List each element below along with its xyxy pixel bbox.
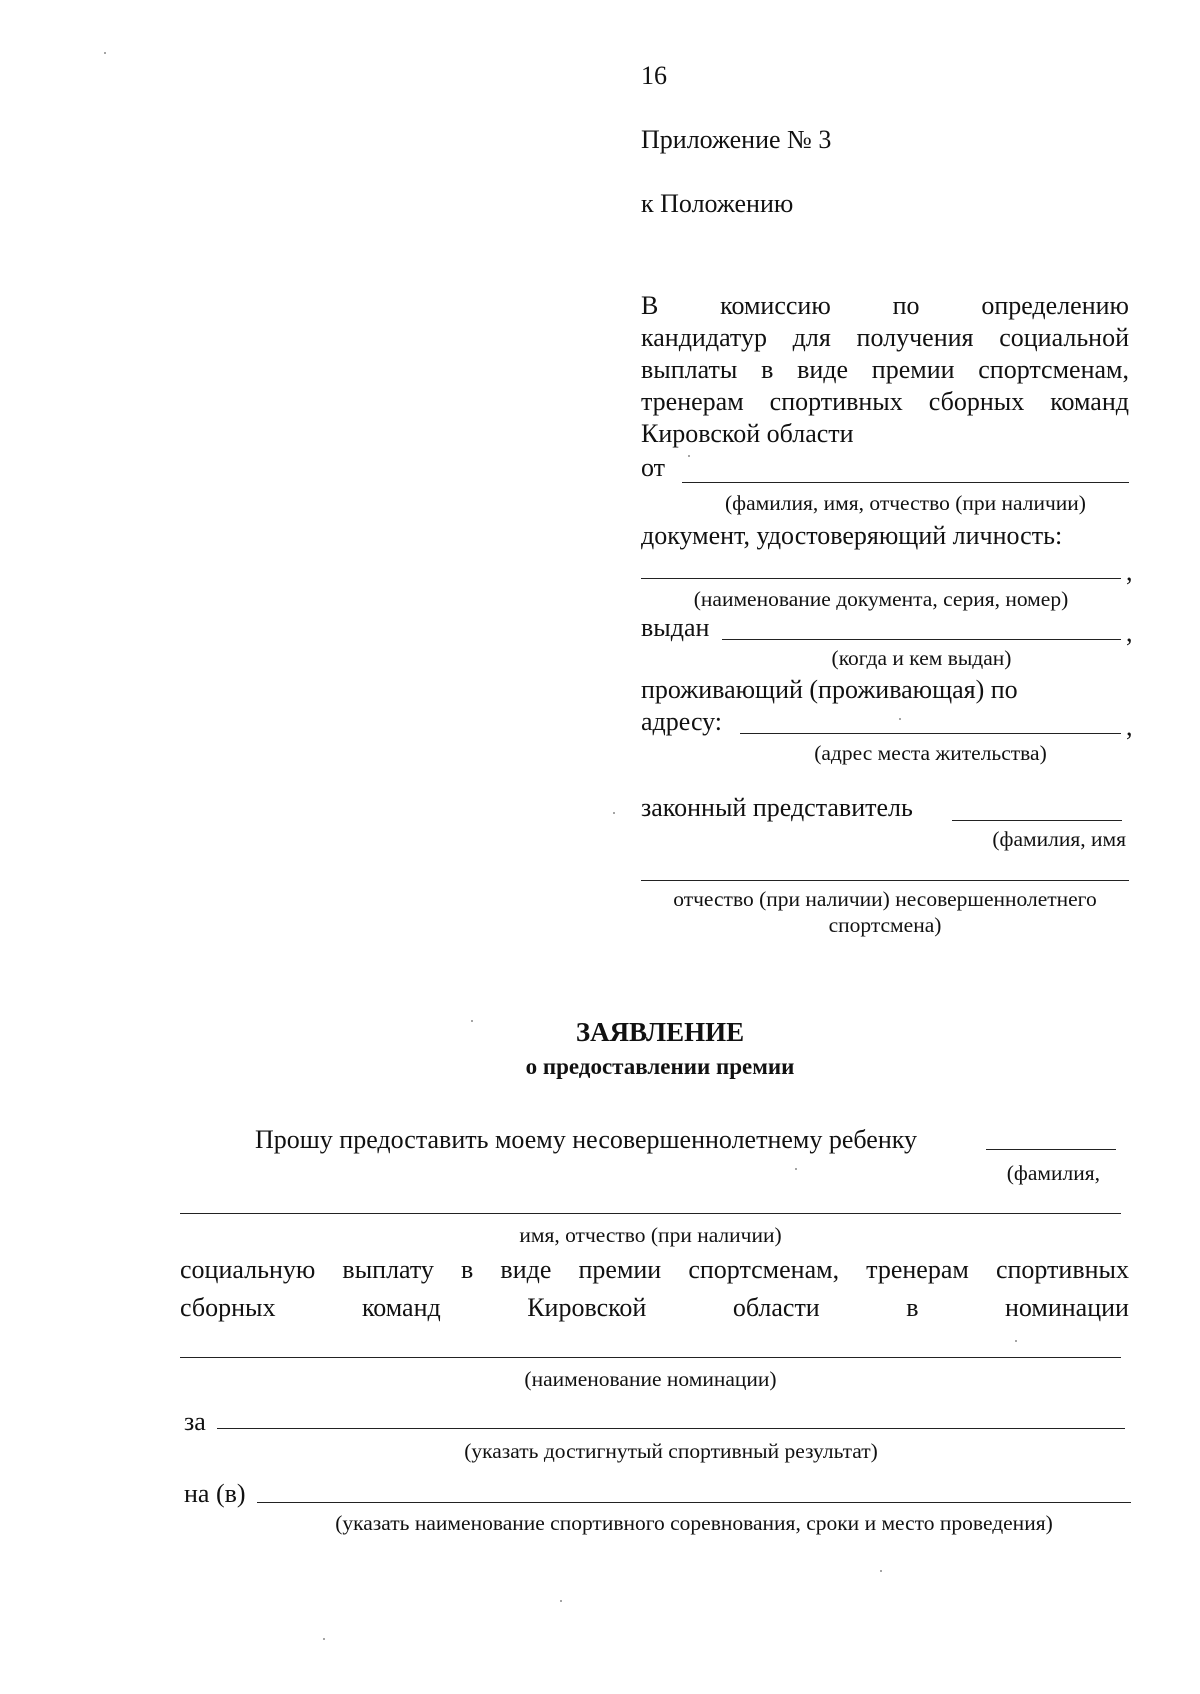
addressee-word: определению [981, 291, 1129, 320]
addressee-word: комиссию [720, 291, 831, 320]
id-document-hint: (наименование документа, серия, номер) [693, 587, 1069, 611]
addressee-line-5: Кировской области [641, 419, 854, 448]
address-hint: (адрес места жительства) [814, 741, 1047, 765]
scan-speck [899, 718, 901, 720]
for-label: за [184, 1407, 206, 1436]
scan-speck [323, 1638, 325, 1640]
body-line-1: социальную выплату в виде премии спортсменам, тренерам спортивных [180, 1255, 1129, 1284]
addressee-line-2: кандидатур для получения социальной [641, 323, 1129, 352]
competition-hint: (указать наименование спортивного соревнования, сроки и место проведения) [335, 1511, 1053, 1535]
scan-speck [880, 1570, 882, 1572]
scan-speck [560, 1600, 562, 1602]
legal-representative-label: законный представитель [641, 793, 913, 822]
regulation-label: к Положению [641, 189, 794, 218]
result-hint: (указать достигнутый спортивный результат) [464, 1439, 878, 1463]
legal-representative-input-line-2[interactable] [641, 880, 1129, 881]
nomination-input-line[interactable] [180, 1357, 1121, 1358]
child-surname-input-line[interactable] [986, 1149, 1116, 1150]
body-line-2 [180, 1292, 1129, 1324]
request-line: Прошу предоставить моему несовершеннолетнему ребенку [255, 1125, 917, 1154]
scan-speck [795, 1168, 797, 1170]
addressee-line-1 [641, 290, 1129, 322]
issued-input-line[interactable] [722, 639, 1121, 640]
scan-speck [104, 52, 106, 54]
issued-hint: (когда и кем выдан) [831, 646, 1012, 670]
scan-speck [1015, 1340, 1017, 1342]
from-label: от [641, 453, 666, 482]
statement-subtitle: о предоставлении премии [525, 1054, 795, 1079]
scan-speck [471, 1020, 473, 1022]
address-input-line[interactable] [740, 733, 1121, 734]
body-word: номинации [1004, 1293, 1129, 1322]
nomination-hint: (наименование номинации) [524, 1367, 777, 1391]
residing-label: проживающий (проживающая) по [641, 675, 1018, 704]
comma: , [1126, 618, 1133, 647]
issued-label: выдан [641, 613, 710, 642]
child-name-input-line[interactable] [180, 1213, 1121, 1214]
body-word: Кировской [527, 1293, 647, 1322]
legal-representative-input-line[interactable] [952, 820, 1122, 821]
competition-input-line[interactable] [257, 1502, 1131, 1503]
address-label: адресу: [641, 707, 723, 736]
legal-representative-hint-2: отчество (при наличии) несовершеннолетнего [673, 887, 1097, 911]
scan-speck [688, 455, 690, 457]
statement-title: ЗАЯВЛЕНИЕ [575, 1017, 745, 1047]
body-word: сборных [180, 1293, 276, 1322]
name-hint: имя, отчество (при наличии) [519, 1223, 782, 1247]
body-word: области [732, 1293, 820, 1322]
addressee-word: В [641, 291, 659, 320]
addressee-line-3: выплаты в виде премии спортсменам, [641, 355, 1129, 384]
fio-hint: (фамилия, имя, отчество (при наличии) [725, 491, 1086, 515]
id-document-input-line[interactable] [641, 578, 1121, 579]
body-word: команд [361, 1293, 441, 1322]
body-word: в [906, 1293, 919, 1322]
result-input-line[interactable] [217, 1428, 1125, 1429]
fio-input-line[interactable] [682, 482, 1129, 483]
surname-hint: (фамилия, [1006, 1161, 1100, 1185]
scan-speck [613, 812, 615, 814]
legal-representative-hint-3: спортсмена) [828, 913, 942, 937]
comma: , [1126, 557, 1133, 586]
addressee-line-4: тренерам спортивных сборных команд [641, 387, 1129, 416]
page-number: 16 [641, 61, 667, 90]
id-document-label: документ, удостоверяющий личность: [641, 521, 1063, 550]
appendix-label: Приложение № 3 [641, 125, 832, 154]
comma: , [1126, 712, 1133, 741]
legal-representative-hint-1: (фамилия, имя [992, 827, 1126, 851]
addressee-word: по [892, 291, 920, 320]
at-label: на (в) [184, 1479, 246, 1508]
